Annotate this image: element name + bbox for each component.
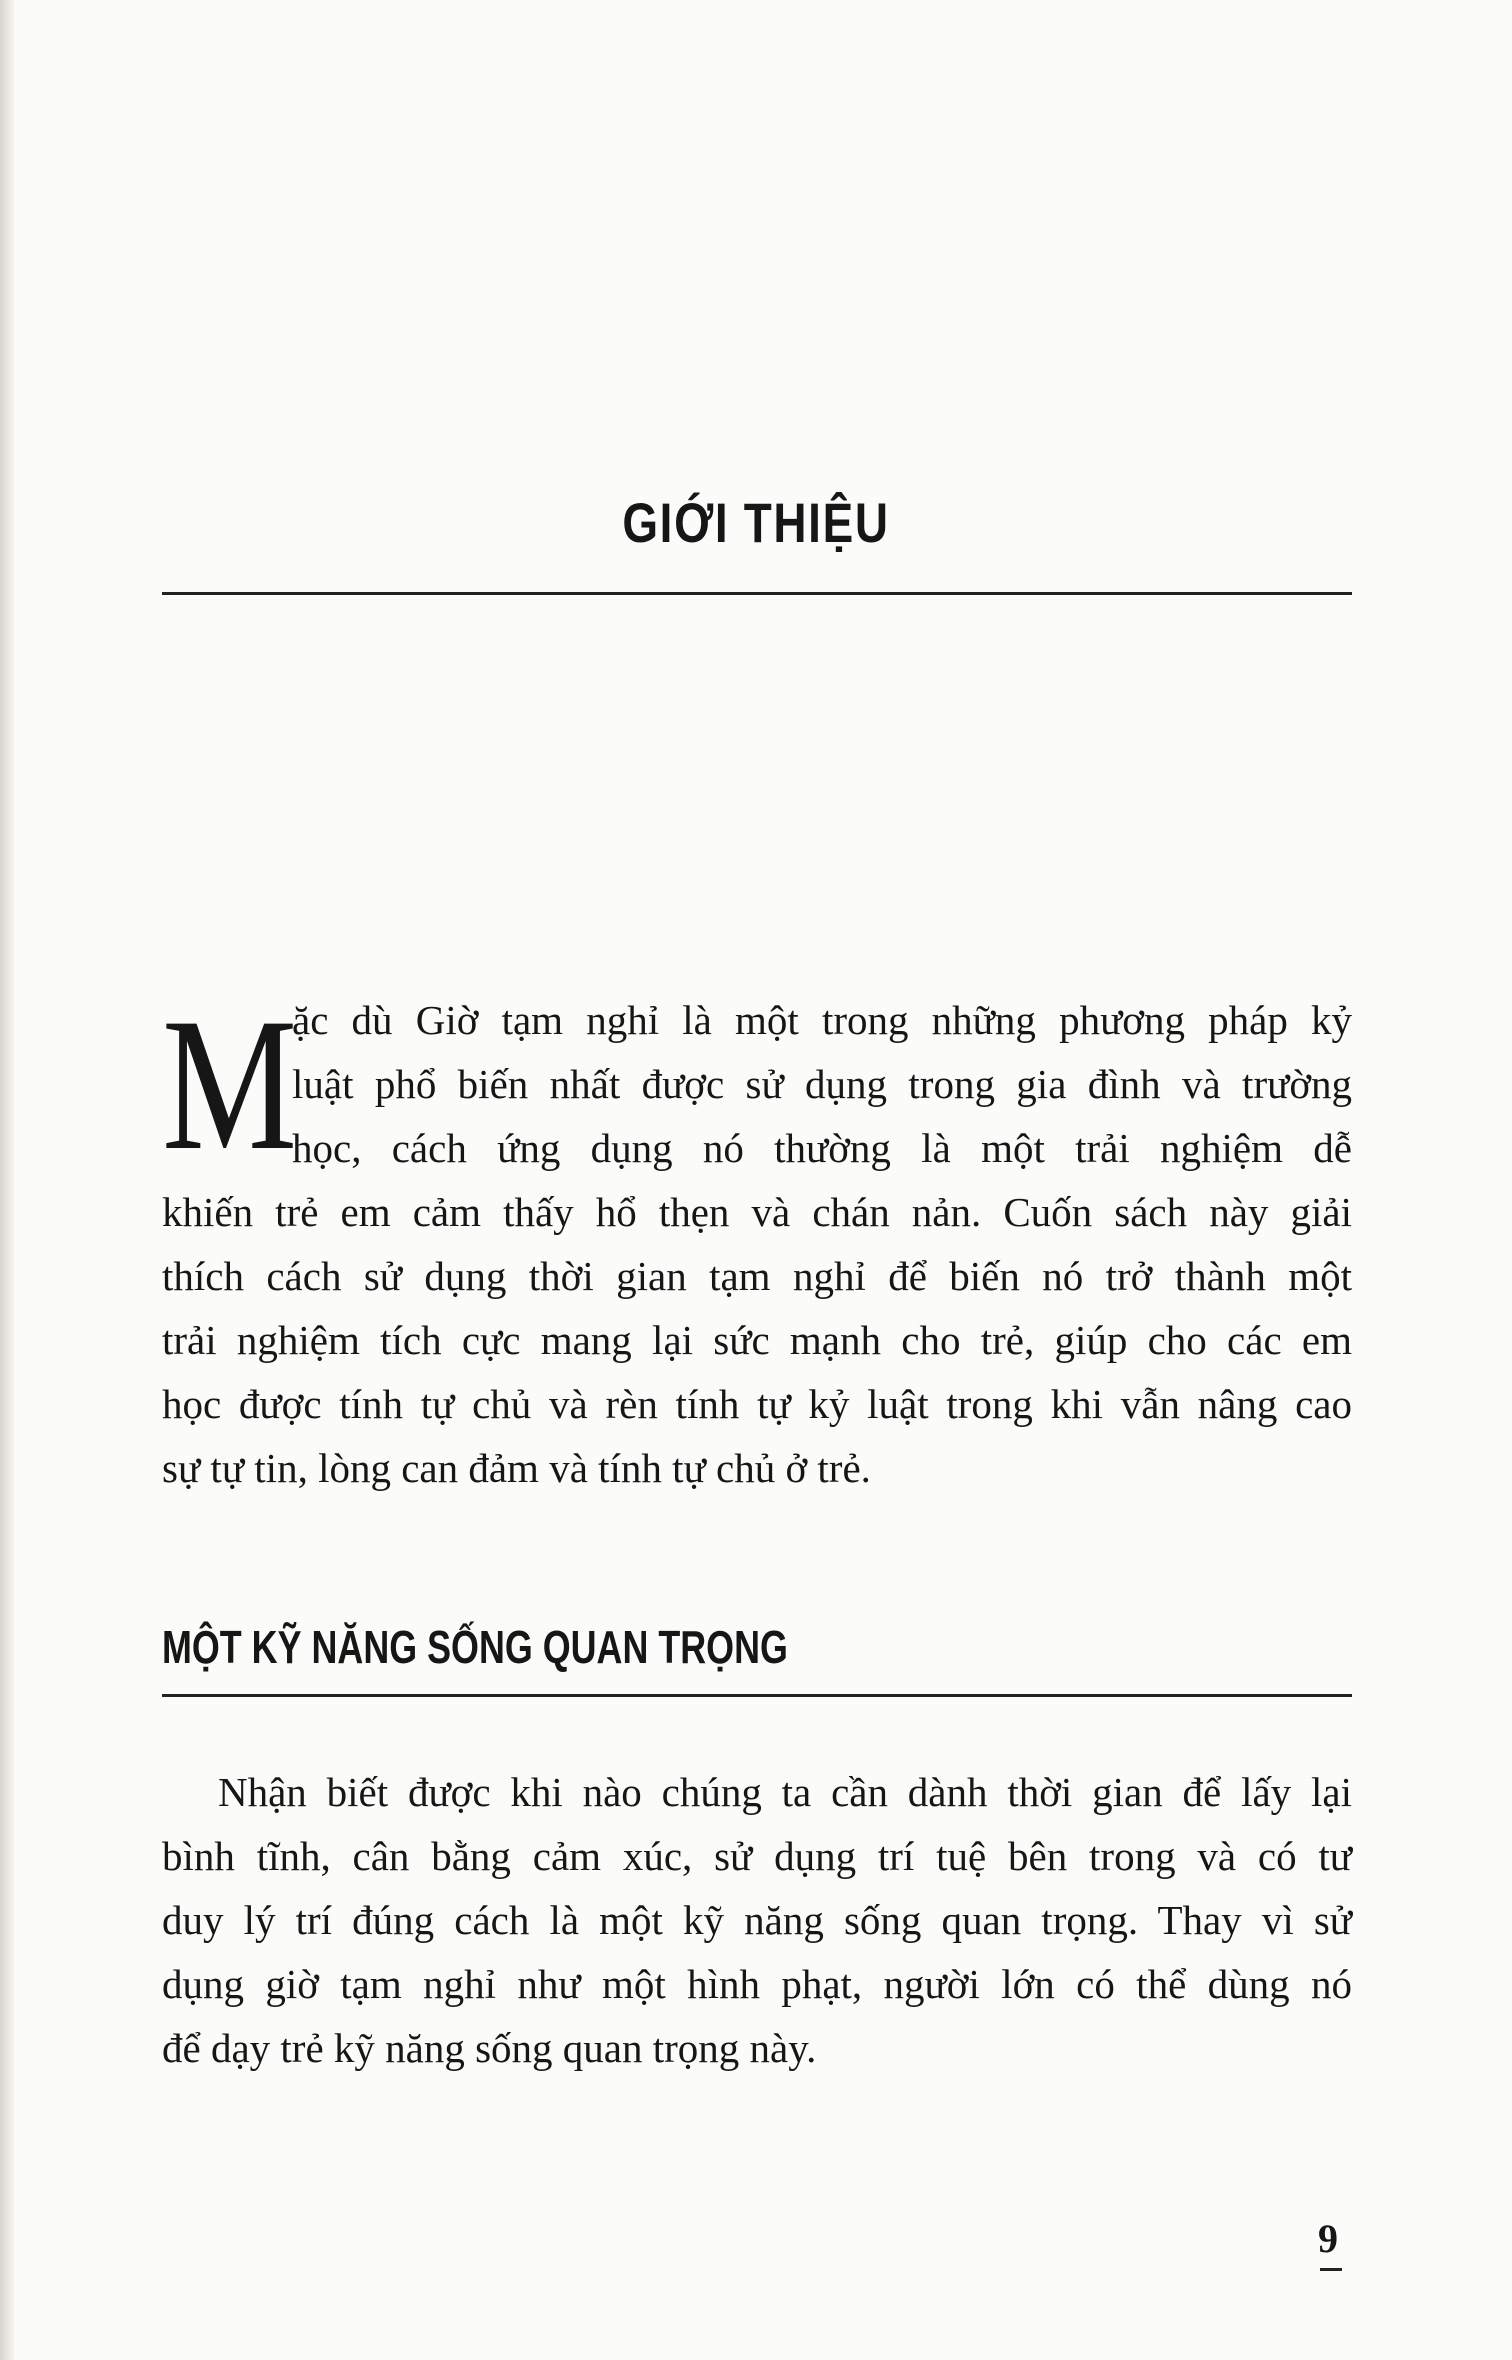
text-line: thích cách sử dụng thời gian tạm nghỉ để biến nó trở thành một	[162, 1253, 1352, 1299]
text-line: ặc dù Giờ tạm nghỉ là một trong những phương pháp kỷ	[292, 997, 1352, 1043]
chapter-title: GIỚI THIỆU	[622, 491, 890, 554]
section-paragraph	[162, 1760, 1352, 2080]
page-edge-shadow	[0, 0, 14, 2360]
section-rule	[162, 1694, 1352, 1697]
text-line: học, cách ứng dụng nó thường là một trải nghiệm dễ	[292, 1125, 1352, 1171]
intro-paragraph	[162, 980, 1352, 1500]
text-line: Nhận biết được khi nào chúng ta cần dành thời gian để lấy lại	[218, 1769, 1352, 1815]
text-line: khiến trẻ em cảm thấy hổ thẹn và chán nản. Cuốn sách này giải	[162, 1189, 1352, 1235]
section-heading: MỘT KỸ NĂNG SỐNG QUAN TRỌNG	[162, 1621, 788, 1673]
drop-cap: M	[162, 980, 298, 1190]
text-line: bình tĩnh, cân bằng cảm xúc, sử dụng trí tuệ bên trong và có tư	[162, 1833, 1352, 1879]
text-line: học được tính tự chủ và rèn tính tự kỷ luật trong khi vẫn nâng cao	[162, 1381, 1352, 1427]
text-line: luật phổ biến nhất được sử dụng trong gia đình và trường	[292, 1061, 1352, 1107]
title-rule	[162, 592, 1352, 595]
text-line: duy lý trí đúng cách là một kỹ năng sống quan trọng. Thay vì sử	[162, 1897, 1352, 1943]
page-number: 9	[1318, 2216, 1338, 2261]
text-line: dụng giờ tạm nghỉ như một hình phạt, người lớn có thể dùng nó	[162, 1961, 1352, 2007]
text-line: sự tự tin, lòng can đảm và tính tự chủ ở trẻ.	[162, 1445, 871, 1491]
page-number-dash	[1320, 2268, 1342, 2271]
text-line: để dạy trẻ kỹ năng sống quan trọng này.	[162, 2025, 817, 2071]
text-line: trải nghiệm tích cực mang lại sức mạnh cho trẻ, giúp cho các em	[162, 1317, 1352, 1363]
